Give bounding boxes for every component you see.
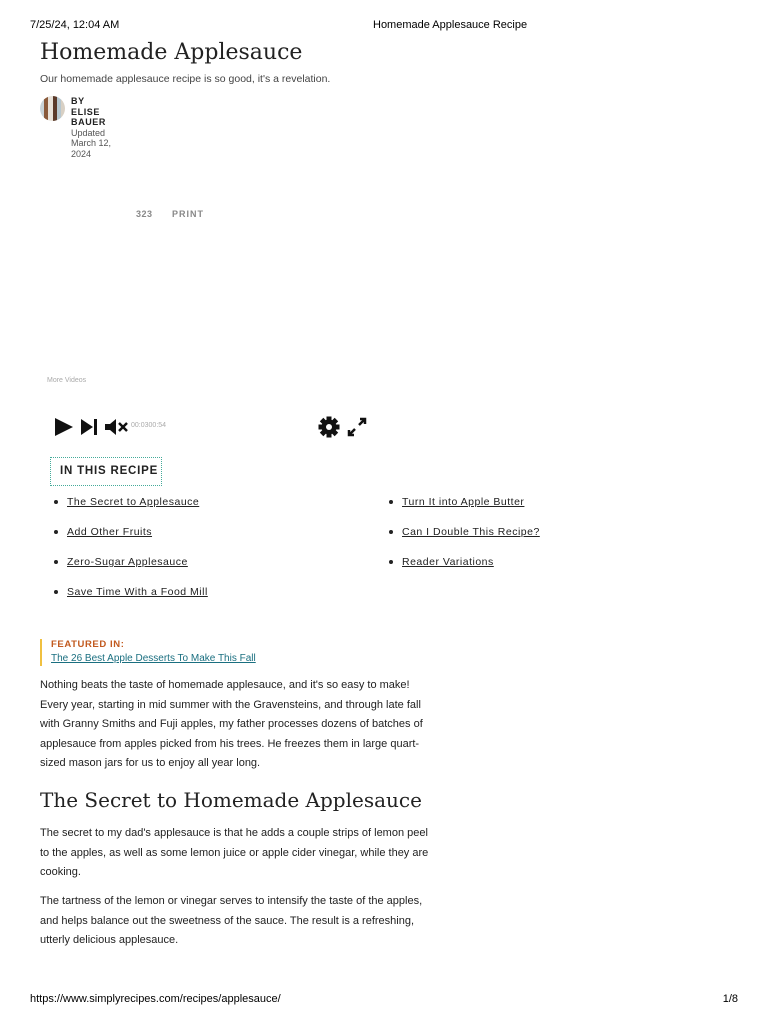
toc-item [388, 526, 540, 556]
toc-item [388, 556, 540, 586]
intro-paragraph: Nothing beats the taste of homemade applesauce, and it's so easy to make! Every year, starting in mid summer with the Gravensteins, and through late fall with Granny Smiths and Fuji apples, my father processes dozens of batches of applesauce from apples picked from his trees. He freezes them in large quart-sized mason jars for us to enjoy all year long. [40, 679, 423, 769]
featured-label: FEATURED IN: [51, 639, 125, 650]
toc-title: IN THIS RECIPE [60, 465, 159, 477]
video-time [131, 422, 166, 429]
print-page-number: 1/8 [722, 993, 738, 1005]
page-subtitle: Our homemade applesauce recipe is so good, it's a revelation. [40, 73, 331, 85]
toc-item [53, 586, 208, 616]
toc-item [53, 556, 208, 586]
toc-heading-box[interactable] [50, 457, 162, 486]
body-paragraph-1: The secret to my dad's applesauce is that he adds a couple strips of lemon peel to the apples, as well as some lemon juice or apple cider vinegar, while they are cooking. [40, 827, 429, 878]
print-footer [30, 993, 738, 1005]
author-avatar[interactable] [40, 96, 65, 121]
print-date: 7/25/24, 12:04 AM [30, 19, 120, 31]
toc-item [53, 496, 208, 526]
updated-date: March 12, 2024 [71, 138, 112, 159]
current-time: 00:03 [131, 422, 149, 429]
toc-link-apple-butter[interactable]: Turn It into Apple Butter [402, 496, 525, 508]
featured-link[interactable]: The 26 Best Apple Desserts To Make This Fall [51, 653, 256, 664]
mute-icon[interactable] [105, 418, 129, 436]
toc-list-right [388, 496, 540, 586]
print-page-title: Homemade Applesauce Recipe [373, 19, 528, 31]
toc-link-double[interactable]: Can I Double This Recipe? [402, 526, 540, 538]
toc-list-left [53, 496, 208, 616]
play-icon[interactable] [54, 418, 74, 436]
body-paragraph-2: The tartness of the lemon or vinegar serves to intensify the taste of the apples, and helps balance out the sweetness of the sauce. The result is a refreshing, utterly delicious applesauce. [40, 895, 423, 946]
gear-icon[interactable] [318, 416, 340, 438]
social-bar [136, 209, 204, 219]
toc-item [388, 496, 540, 526]
toc-link-zero-sugar[interactable]: Zero-Sugar Applesauce [67, 556, 188, 568]
page-title: Homemade Applesauce [40, 40, 303, 65]
featured-in-callout [40, 639, 256, 666]
expand-icon[interactable] [346, 416, 368, 438]
toc-item [53, 526, 208, 556]
print-button[interactable]: PRINT [172, 209, 205, 219]
video-controls [52, 414, 372, 438]
updated-label: Updated [71, 127, 106, 138]
byline [71, 96, 119, 159]
ratings-count[interactable]: 323 [136, 209, 153, 219]
section-heading: The Secret to Homemade Applesauce [40, 788, 422, 812]
skip-next-icon[interactable] [81, 419, 98, 435]
toc-link-other-fruits[interactable]: Add Other Fruits [67, 526, 153, 538]
toc-link-variations[interactable]: Reader Variations [402, 556, 494, 568]
author-name[interactable]: ELISE BAUER [71, 106, 107, 127]
toc-link-food-mill[interactable]: Save Time With a Food Mill [67, 586, 208, 598]
byline-by: BY [71, 96, 85, 106]
toc-link-secret[interactable]: The Secret to Applesauce [67, 496, 200, 508]
print-url: https://www.simplyrecipes.com/recipes/applesauce/ [30, 993, 281, 1005]
more-videos-label[interactable]: More Videos [47, 377, 87, 384]
duration: 00:54 [148, 422, 167, 429]
